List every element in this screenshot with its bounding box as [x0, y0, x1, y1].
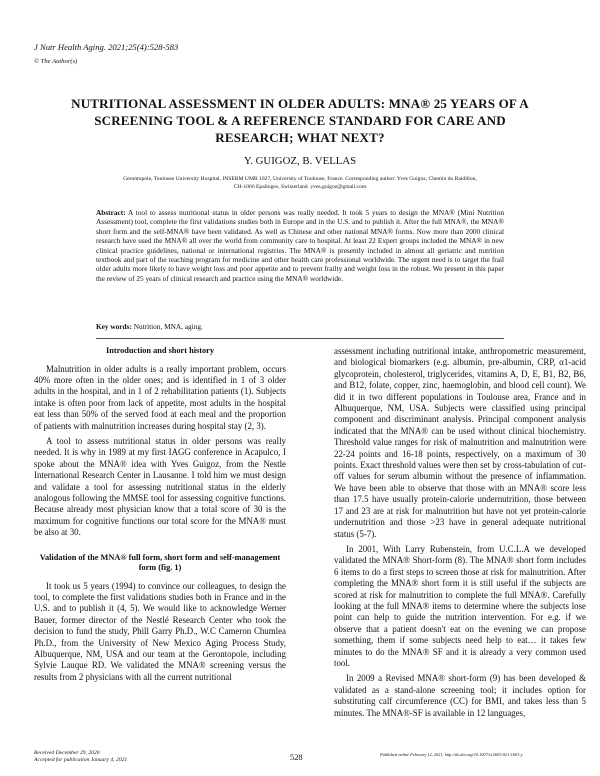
abstract-label: Abstract:	[96, 208, 126, 217]
journal-reference: J Nutr Health Aging. 2021;25(4):528-583	[34, 42, 179, 52]
right-column	[334, 346, 586, 723]
published-online-doi: Published online February 12, 2021, http://dx.doi.org/10.1007/s12603-021-1601-y	[380, 752, 523, 757]
paragraph: assessment including nutritional intake, anthropometric measurement, and biological biomarkers (e.g. albumin, pre-albumin, CRP, α1-acid glycoprotein, cholesterol, triglycerides, vitamins A, D, E, B1, B2, B6, and B12, folate, copper, zinc, haemoglobin, and blood cell count). We did it in two different populations in Toulouse area, France and in Albuquerque, NM, USA. Subjects were classified using principal component and discriminant analysis. Principal component analysis indicated that the MNA® can be used without clinical biochemistry. Threshold value ranges for risk of malnutrition and malnutrition were 22-24 points and 16-18 points, respectively, on a maximum of 30 points. Exact threshold values were then set by cross-tabulation of cut-off values for serum albumin without the presence of inflammation. We have been able to observe that those with an MNA® score less than 17.5 have usually protein-calorie undernutrition, those between 17 and 23 are at risk for malnutrition but have not yet protein-calorie undernutrition and those >23 have in general adequate nutritional status (5-7).	[334, 346, 586, 539]
paragraph: Malnutrition in older adults is a really important problem, occurs 40% more often in the older ones; and is identified in 1 of 3 older adults in the hospital, and in 1 of 2 rehabilitation patients (1). Subjects intake is often poor from lack of appetite, most adults in the hospital eat less than 50% of the served food at each meal and the proportion of patients with malnutrition increases during hospital stay (2, 3).	[34, 363, 286, 431]
author-affiliation: Gerontopole, Toulouse University Hospital, INSERM UMR 1027, University of Toulouse, France. Corresponding author: Yves Guigoz, Chemin du Raidillon, CH-1066 Epalinges, Switzerland. yves.guigoz@gmail.com	[123, 176, 477, 190]
copyright-notice: © The Author(s)	[34, 58, 78, 65]
left-column	[34, 346, 286, 687]
footer-dates	[34, 750, 127, 764]
keywords-label: Key words:	[96, 322, 132, 331]
paragraph: It took us 5 years (1994) to convince our colleagues, to design the tool, to complete the first validations studies both in France and in the U.S. and to publish it (4, 5). We would like to acknowledge Werner Bauer, former director of the Nestlé Research Center who took the decision to fund the study, Phill Garry Ph.D., W.C Cameron Chumlea Ph.D., from the University of New Mexico Aging Process Study, Albuquerque, NM, USA and our team at the Gerontopole, including Sylvie Lauque RD. We validated the MNA® screening versus the results from 2 physicians with all the current nutritional	[34, 580, 286, 682]
paragraph: A tool to assess nutritional status in older persons was really needed. It is why in 1989 at my first IAGG conference in Acapulco, I spoke about the MNA® idea with Yves Guigoz, from the Nestle International Research Center in Lausanne. I told him we must design and validate a tool for assessing nutritional status in the elderly analogous following the MMSE tool for assessing cognitive functions. Because already most physician know that a total score of 30 is the maximum for cognitive functions our total score for the MNA® must be also at 30.	[34, 435, 286, 538]
paragraph: In 2009 a Revised MNA® short-form (9) has been developed & validated as a stand-alone screening tool; it includes option for substituting calf circumference (CC) for BMI, and takes less than 5 minutes. The MNA®-SF is available in 12 languages,	[334, 673, 586, 718]
abstract	[96, 208, 504, 283]
abstract-text: A tool to assess nutritional status in older persons was really needed. It took 5 years to design the MNA® (Mini Nutrition Assessment) tool, complete the first validations studies both in Europe and in the U.S. and to publish it. After the full MNA®, the MNA® short form and the self-MNA® have been validated. As well as Chinese and other national MNA® forms. Now more than 2000 clinical research have used the MNA® all over the world from community care to hospital. At least 22 Expert groups included the MNA® in new clinical practice guidelines, national or international registries. The MNA® is presently included in almost all geriatric and nutrition textbook and part of the teaching program for medicine and other health care professional worldwide. The urgent need is to target the frail older adults more likely to have weight loss and poor appetite and to prevent frailty and weight loss in the robust. We present in this paper the review of 25 years of clinical research and practice using the MNA® worldwide.	[96, 208, 505, 283]
page-number: 528	[290, 753, 303, 762]
section-divider	[96, 338, 504, 339]
keywords	[96, 322, 504, 331]
paragraph: In 2001, With Larry Rubenstein, from U.C.L.A we developed validated the MNA® Short-form (8). The MNA® short form includes 6 items to do a first steps to screen those at risk for malnutrition. After completing the MNA® short form it is still useful if the subjects are scored at risk for malnutrition to complete the full MNA®. Carefully looking at the full MNA® items to determine where the subjects lose point can help to guide the nutrition intervention. For e.g. if we observe that a patient doesn't eat on the evening we can propose something, them if some subjects need help to eat… it takes few minutes to do the MNA® SF and it is already a very common used tool.	[334, 543, 586, 668]
accepted-date: Accepted for publication January 4, 2021	[34, 757, 128, 763]
author-list: Y. GUIGOZ, B. VELLAS	[243, 155, 357, 167]
section-heading-introduction: Introduction and short history	[106, 346, 214, 355]
received-date: Received December 29, 2020	[34, 750, 100, 756]
paper-title: NUTRITIONAL ASSESSMENT IN OLDER ADULTS: MNA® 25 YEARS OF A SCREENING TOOL & A REFERENCE STANDARD FOR CARE AND RESEARCH; WHAT NEXT?	[71, 96, 529, 145]
section-heading-validation: Validation of the MNA® full form, short form and self-management form (fig. 1)	[39, 552, 281, 573]
keywords-text: Nutrition, MNA, aging.	[133, 322, 203, 331]
